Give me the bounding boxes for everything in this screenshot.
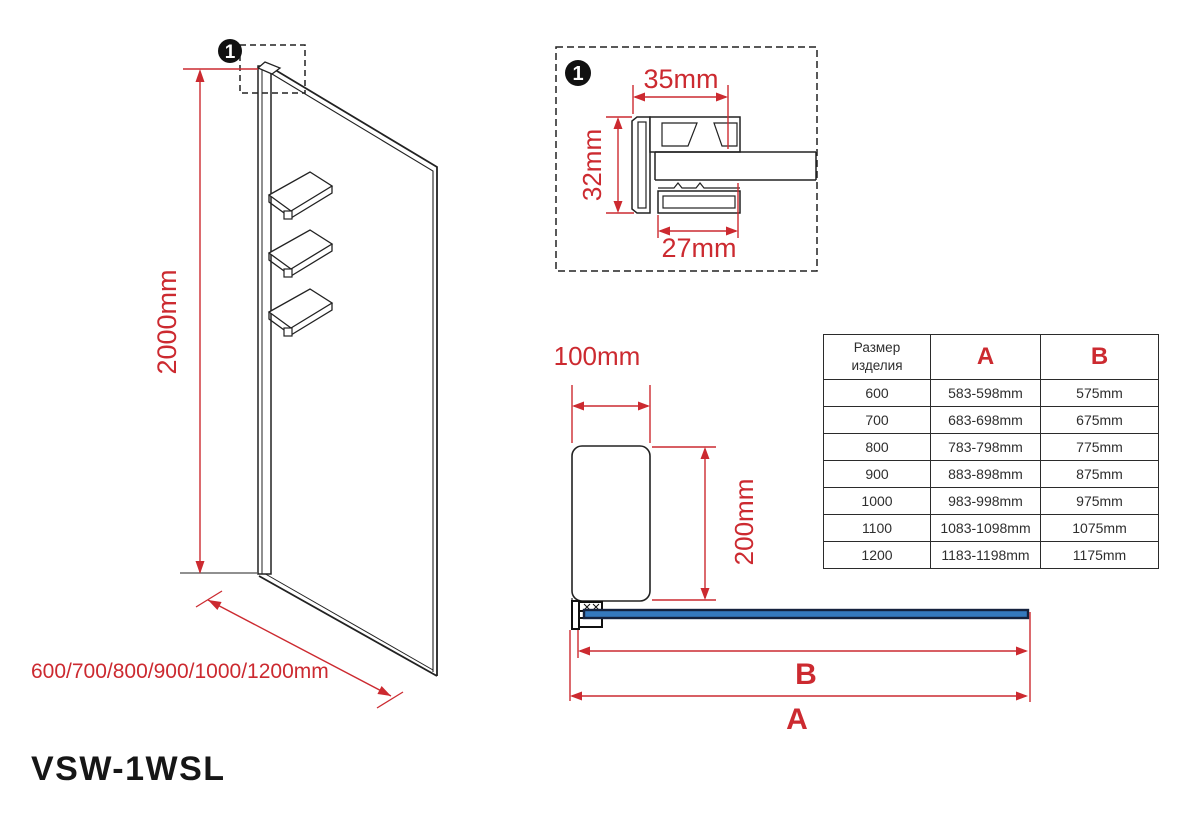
table-row (824, 461, 1159, 488)
d200-arrow-top (701, 447, 710, 459)
d32-label: 32mm (577, 128, 607, 202)
detail-callout-number: 1 (224, 42, 236, 63)
table-row (824, 542, 1159, 569)
wall-profile-bar (258, 66, 271, 574)
d200-label: 200mm (729, 478, 759, 566)
table-row (824, 515, 1159, 542)
dA-arrow-right (1016, 692, 1028, 701)
detail-glass-pane (655, 152, 816, 180)
shelf-3 (269, 289, 332, 336)
profile-flange-slot (638, 122, 646, 208)
plan-glass-pane (584, 610, 1028, 618)
size-cell: 900 (824, 461, 931, 488)
a-cell: 883-898mm (931, 461, 1041, 488)
profile-gasket-teeth (658, 183, 740, 188)
wall-bracket-outline (572, 446, 650, 601)
b-cell: 575mm (1041, 380, 1159, 407)
glass-panel-inner-edge (272, 74, 433, 672)
width-arrow-end (377, 686, 391, 696)
glass-panel-outer-edge (272, 68, 437, 676)
d100-arrow-left (572, 402, 584, 411)
plan-profile-bottom-bar (579, 618, 602, 627)
d32-arrow-top (614, 117, 623, 129)
glass-panel-bottom-inner-edge (262, 572, 433, 670)
d35-label: 35mm (643, 64, 719, 94)
size-cell: 1200 (824, 542, 931, 569)
a-cell: 783-798mm (931, 434, 1041, 461)
size-table (823, 334, 1159, 569)
d100-arrow-right (638, 402, 650, 411)
model-label: VSW-1WSL (31, 750, 226, 788)
b-cell: 1175mm (1041, 542, 1159, 569)
height-arrow-down (196, 561, 205, 574)
dA-label: A (786, 703, 808, 736)
d32-arrow-bottom (614, 201, 623, 213)
b-cell: 875mm (1041, 461, 1159, 488)
b-cell: 775mm (1041, 434, 1159, 461)
plan-profile-left-bar (572, 601, 579, 629)
table-row (824, 434, 1159, 461)
b-cell: 975mm (1041, 488, 1159, 515)
dB-arrow-left (578, 647, 590, 656)
width-arrow-start (208, 600, 222, 610)
detail-badge-number: 1 (572, 63, 584, 85)
table-row (824, 407, 1159, 434)
size-table-header-row (824, 335, 1159, 380)
isometric-view (31, 39, 437, 708)
a-column-header: A (931, 335, 1041, 380)
table-row (824, 380, 1159, 407)
dB-label: B (795, 658, 817, 691)
width-options-label: 600/700/800/900/1000/1200mm (31, 660, 329, 683)
dA-arrow-left (570, 692, 582, 701)
b-cell: 675mm (1041, 407, 1159, 434)
shelf-2 (269, 230, 332, 277)
a-cell: 983-998mm (931, 488, 1041, 515)
size-cell: 1000 (824, 488, 931, 515)
a-cell: 683-698mm (931, 407, 1041, 434)
height-arrow-up (196, 69, 205, 82)
b-cell: 1075mm (1041, 515, 1159, 542)
d200-arrow-bottom (701, 588, 710, 600)
size-cell: 1100 (824, 515, 931, 542)
a-cell: 1183-1198mm (931, 542, 1041, 569)
d27-label: 27mm (661, 233, 737, 263)
b-column-header: B (1041, 335, 1159, 380)
d100-label: 100mm (553, 341, 641, 371)
a-cell: 1083-1098mm (931, 515, 1041, 542)
profile-clamp-inner (663, 196, 735, 208)
height-dimension-label: 2000mm (152, 269, 182, 375)
size-cell: 700 (824, 407, 931, 434)
dB-arrow-right (1016, 647, 1028, 656)
size-column-header: Размер изделия (824, 335, 931, 380)
size-cell: 600 (824, 380, 931, 407)
detail-view (556, 47, 817, 271)
size-cell: 800 (824, 434, 931, 461)
shelf-1 (269, 172, 332, 219)
table-row (824, 488, 1159, 515)
a-cell: 583-598mm (931, 380, 1041, 407)
